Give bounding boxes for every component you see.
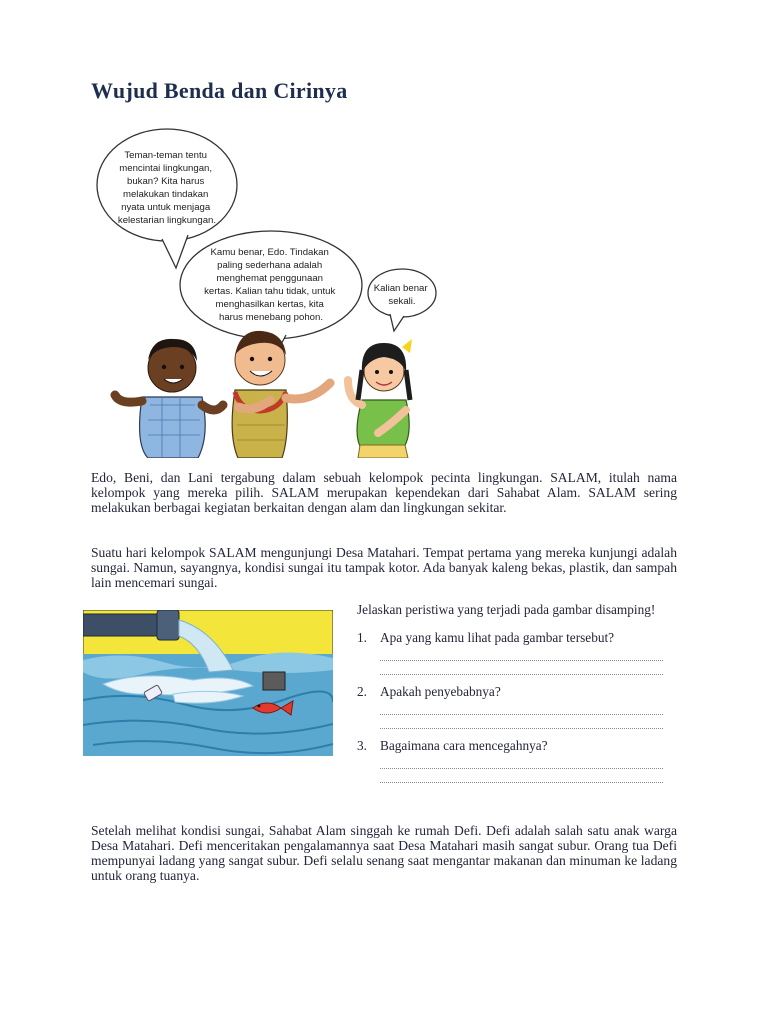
question-number: 2. xyxy=(357,683,367,699)
answer-line[interactable] xyxy=(380,755,663,769)
answer-line[interactable] xyxy=(380,647,663,661)
bubble2-line: paling sederhana adalah xyxy=(217,260,323,271)
bubble2-line: harus menebang pohon. xyxy=(218,312,324,323)
children-illustration xyxy=(90,115,455,458)
question-item xyxy=(357,738,678,783)
bubble3-line: Kalian benar xyxy=(373,283,428,294)
question-item xyxy=(357,684,678,729)
speech-bubble-lani xyxy=(368,269,436,331)
bubble2-line: kertas. Kalian tahu tidak, untuk xyxy=(204,286,336,297)
boy-beni-figure xyxy=(232,331,330,458)
paragraph-salam-intro: Edo, Beni, dan Lani tergabung dalam sebuah kelompok pecinta lingkungan. SALAM, itulah nama kelompok yang mereka pilih. SALAM merupakan kependekan dari Sahabat Alam. SALAM sering melakukan berbagai kegiatan berkaitan dengan alam dan lingkungan sekitar. xyxy=(91,470,677,515)
answer-line[interactable] xyxy=(380,661,663,675)
question-text: Apakah penyebabnya? xyxy=(380,683,501,699)
question-text: Apa yang kamu lihat pada gambar tersebut? xyxy=(380,629,615,645)
bubble1-line: nyata untuk menjaga xyxy=(121,202,211,213)
question-number: 1. xyxy=(357,629,367,645)
question-list xyxy=(357,630,678,783)
bubble1-line: mencintai lingkungan, xyxy=(119,163,213,174)
question-text: Bagaimana cara mencegahnya? xyxy=(380,737,548,753)
bubble1-line: bukan? Kita harus xyxy=(126,176,205,187)
girl-lani-figure xyxy=(348,339,412,458)
bubble2-line: menghemat penggunaan xyxy=(216,273,324,284)
bubble1-line: Teman-teman tentu xyxy=(124,150,207,161)
bubble1-line: kelestarian lingkungan. xyxy=(117,215,217,226)
bubble3-line: sekali. xyxy=(388,296,416,307)
page-title: Wujud Benda dan Cirinya xyxy=(91,78,348,103)
question-item xyxy=(357,630,678,675)
paragraph-defi-story: Setelah melihat kondisi sungai, Sahabat Alam singgah ke rumah Defi. Defi adalah salah satu anak warga Desa Matahari. Defi menceritakan pengalamannya saat Desa Matahari masih sangat subur. Orang tua Defi mempunyai ladang yang sangat subur. Defi selalu senang saat mengantar makanan dan minuman ke ladang untuk orang tuanya. xyxy=(91,823,677,883)
exercise-intro: Jelaskan peristiwa yang terjadi pada gambar disamping! xyxy=(357,602,656,617)
answer-line[interactable] xyxy=(380,769,663,783)
bubble2-line: Kamu benar, Edo. Tindakan xyxy=(210,247,329,258)
answer-line[interactable] xyxy=(380,715,663,729)
paragraph-desa-matahari: Suatu hari kelompok SALAM mengunjungi Desa Matahari. Tempat pertama yang mereka kunjungi adalah sungai. Namun, sayangnya, kondisi sungai itu tampak kotor. Ada banyak kaleng bekas, plastik, dan sampah lain mencemari sungai. xyxy=(91,545,677,590)
boy-edo-figure xyxy=(115,339,223,458)
bubble2-line: menghasilkan kertas, kita xyxy=(215,299,324,310)
polluted-river-illustration xyxy=(83,610,333,756)
exercise-block xyxy=(357,602,678,792)
bubble1-line: melakukan tindakan xyxy=(122,189,209,200)
question-number: 3. xyxy=(357,737,367,753)
answer-line[interactable] xyxy=(380,701,663,715)
